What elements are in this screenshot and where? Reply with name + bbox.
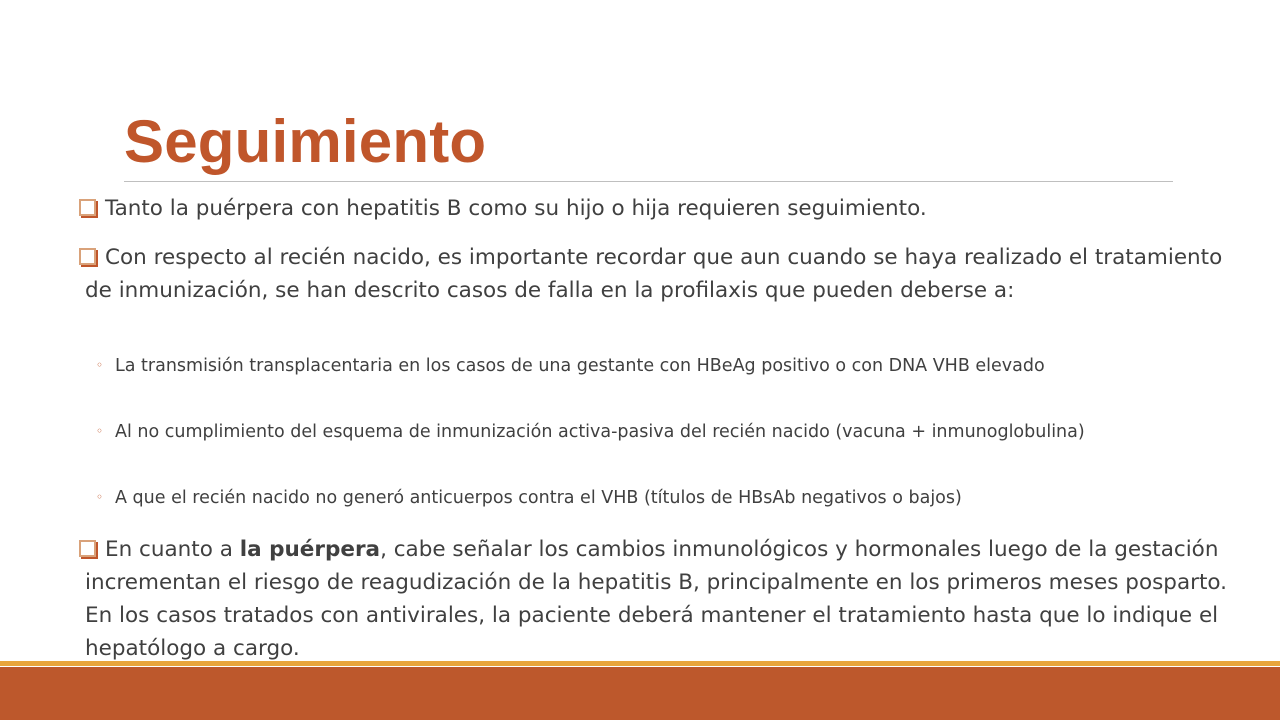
bullet-3-text-end: , cabe señalar los cambios inmunológicos y hormonales luego de la gestación incrementan el riesgo de reagudización de la hepatitis B, principalmente en los primeros meses posparto. En los casos tratados con antivirales, la paciente deberá mantener el tratamiento hasta que lo indique el hepatólogo a cargo. [85,537,1228,661]
bullet-3 [82,533,1250,665]
subbullet-3-text: A que el recién nacido no generó anticuerpos contra el VHB (títulos de HBsAb negativos o bajos) [115,488,962,508]
slide-title: Seguimiento [124,108,487,175]
bullet-1 [82,192,1250,225]
subbullet-1-text: La transmisión transplacentaria en los casos de una gestante con HBeAg positivo o con DNA VHB elevado [115,356,1045,376]
subbullet-2-text: Al no cumplimiento del esquema de inmunización activa-pasiva del recién nacido (vacuna + inmunoglobulina) [115,422,1085,442]
bullet-3-text-start: En cuanto a [105,537,240,562]
bullet-2 [82,241,1250,307]
square-checkbox-icon [79,199,96,216]
circle-bullet-icon: ◦ [96,358,104,372]
subbullet-1 [96,351,1205,380]
circle-bullet-icon: ◦ [96,490,104,504]
bullet-1-text: Tanto la puérpera con hepatitis B como su hijo o hija requieren seguimiento. [105,196,927,221]
subbullet-2 [96,417,1205,446]
footer-bar [0,667,1280,720]
footer-accent-line [0,661,1280,666]
circle-bullet-icon: ◦ [96,424,104,438]
bullet-3-emphasis: la puérpera [239,537,381,562]
square-checkbox-icon [79,248,96,265]
subbullet-3 [96,483,1205,512]
bullet-2-text: Con respecto al recién nacido, es importante recordar que aun cuando se haya realizado el tratamiento de inmunización, se han descrito casos de falla en la profilaxis que pueden deberse a: [85,245,1223,303]
square-checkbox-icon [79,540,96,557]
title-divider [124,181,1173,182]
